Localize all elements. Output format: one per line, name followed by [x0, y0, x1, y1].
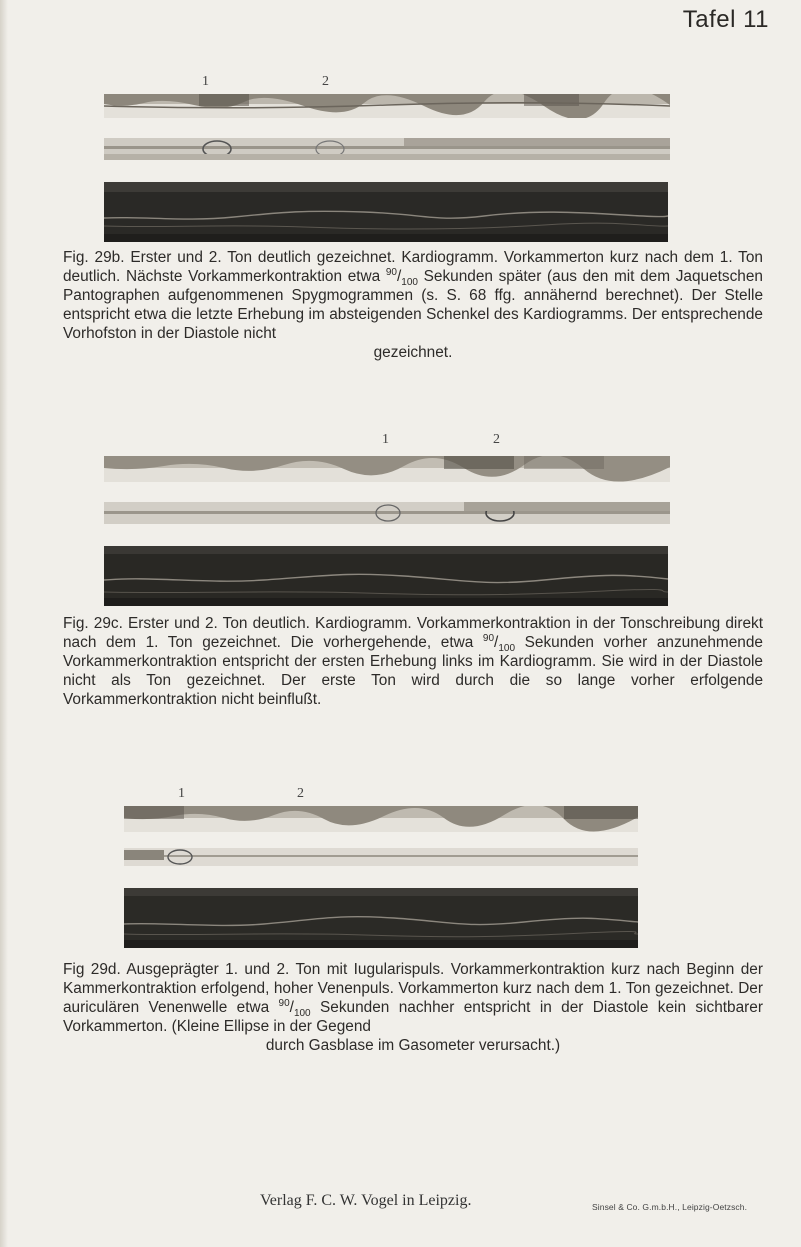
marker-1: 1: [178, 786, 185, 801]
page-edge-shadow: [0, 0, 8, 1247]
marker-2: 2: [493, 432, 500, 447]
time-marker-strip: [104, 502, 670, 524]
marker-1: 1: [202, 74, 209, 89]
figure-caption: Fig. 29c. Erster und 2. Ton deutlich. Kardiogramm. Vorkammerkontraktion in der Tonschreibung direkt nach dem 1. Ton gezeichnet. Die vorhergehende, etwa $^{90}/_{100}$ Sekunden vorher anzunehmende Vorkammerkontraktion entspricht der ersten Erhebung links im Kardiogramm. Sie wird in der Diastole nicht als Ton gezeichnet. Der erste Ton wird durch die so lange vorher erfolgende Vorkammerkontraktion nicht beinflußt.: [63, 615, 763, 708]
sound-trace-strip: [104, 456, 670, 482]
marker-1: 1: [382, 432, 389, 447]
plate-title: Tafel 11: [682, 6, 769, 33]
publisher-imprint: Verlag F. C. W. Vogel in Leipzig.: [260, 1192, 472, 1209]
cardiogram-strip: [104, 182, 668, 242]
marker-2: 2: [297, 786, 304, 801]
printer-imprint: Sinsel & Co. G.m.b.H., Leipzig-Oetzsch.: [592, 1202, 748, 1212]
marker-2: 2: [322, 74, 329, 89]
sound-trace-strip: [124, 806, 638, 832]
cardiogram-strip: [104, 546, 668, 606]
sound-trace-strip: [104, 94, 670, 118]
time-marker-strip: [104, 138, 670, 160]
figure-caption: Fig. 29b. Erster und 2. Ton deutlich gezeichnet. Kardiogramm. Vorkammerton kurz nach dem 1. Ton deutlich. Nächste Vorkammerkontraktion etwa $^{90}/_{100}$ Sekunden später (aus den mit dem Jaquetschen Pantographen aufgenommenen Spygmogrammen (s. S. 68 ffg. annähernd berechnet). Der Stelle entspricht etwa die letzte Erhebung im absteigenden Schenkel des Kardiogramms. Der entsprechende Vorhofston in der Diastole nicht gezeichnet.: [63, 249, 763, 361]
cardiogram-strip: [124, 888, 638, 948]
figure-caption: Fig 29d. Ausgeprägter 1. und 2. Ton mit Iugularispuls. Vorkammerkontraktion kurz nach Beginn der Kammerkontraktion erfolgend, hoher Venenpuls. Vorkammerton kurz nach dem 1. Ton gezeichnet. Der auriculären Venenwelle etwa $^{90}/_{100}$ Sekunden nachher entspricht in der Diastole kein sichtbarer Vorkammerton. (Kleine Ellipse in der Gegend durch Gasblase im Gasometer verursacht.): [63, 961, 763, 1054]
time-marker-strip: [124, 848, 638, 866]
